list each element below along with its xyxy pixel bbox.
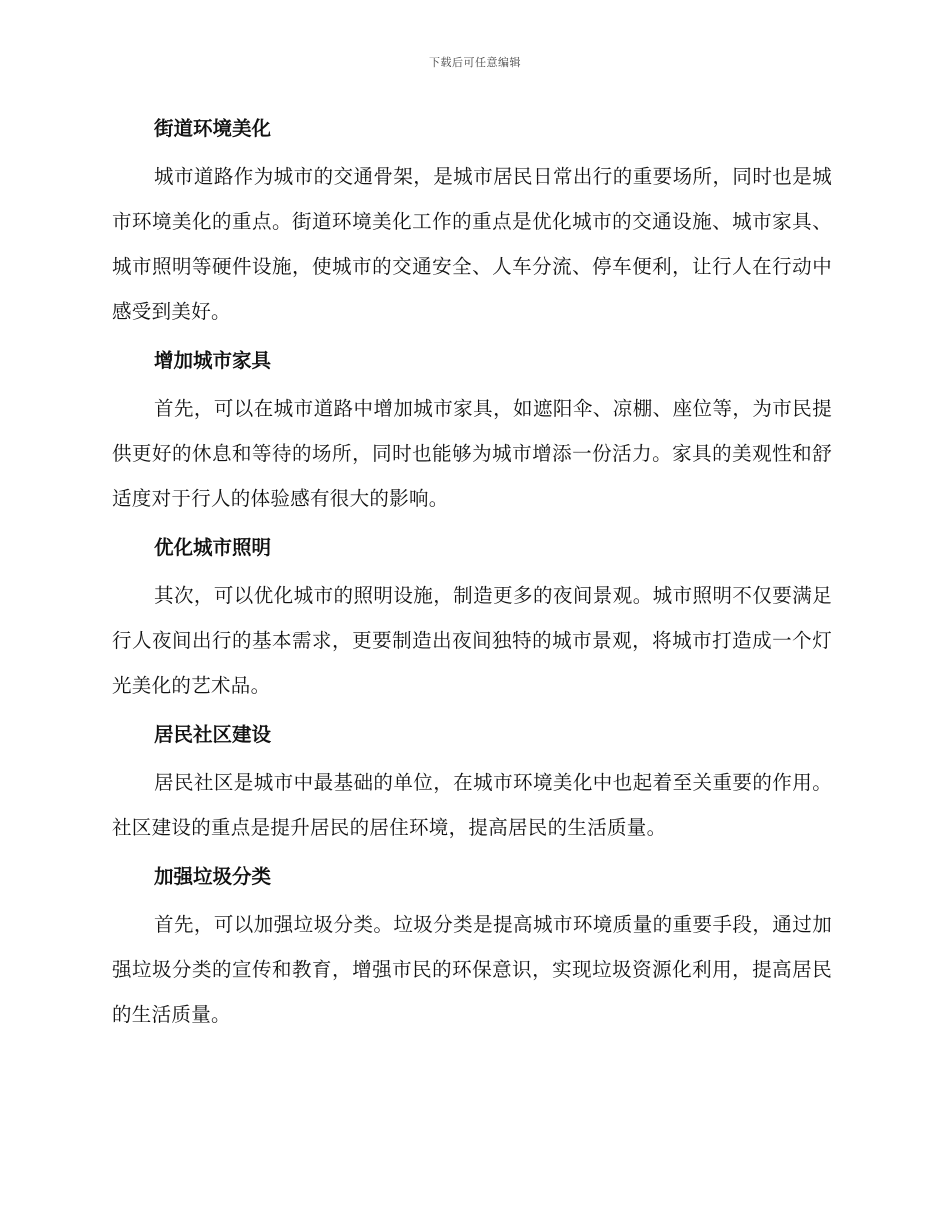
section-paragraph: 城市道路作为城市的交通骨架，是城市居民日常出行的重要场所，同时也是城市环境美化的重点。街道环境美化工作的重点是优化城市的交通设施、城市家具、城市照明等硬件设施，使城市的交通安全、人车分流、停车便利，让行人在行动中感受到美好。 [112, 165, 832, 323]
section-heading: 街道环境美化 [154, 117, 272, 140]
section-city-furniture [112, 342, 832, 521]
section-paragraph: 居民社区是城市中最基础的单位，在城市环境美化中也起着至关重要的作用。社区建设的重点是提升居民的居住环境，提高居民的生活质量。 [112, 771, 832, 839]
section-heading: 居民社区建设 [154, 723, 272, 746]
section-heading: 加强垃圾分类 [154, 865, 272, 888]
section-heading: 增加城市家具 [154, 349, 272, 372]
section-city-lighting [112, 529, 832, 708]
section-community-building [112, 716, 832, 850]
section-heading: 优化城市照明 [154, 536, 272, 559]
page-header: 下载后可任意编辑 [429, 56, 521, 69]
document-body [112, 110, 832, 1045]
section-paragraph: 首先，可以在城市道路中增加城市家具，如遮阳伞、凉棚、座位等，为市民提供更好的休息和等待的场所，同时也能够为城市增添一份活力。家具的美观性和舒适度对于行人的体验感有很大的影响。 [112, 397, 832, 510]
section-street-beautification [112, 110, 832, 334]
section-paragraph: 首先，可以加强垃圾分类。垃圾分类是提高城市环境质量的重要手段，通过加强垃圾分类的宣传和教育，增强市民的环保意识，实现垃圾资源化利用，提高居民的生活质量。 [112, 913, 832, 1026]
section-waste-sorting [112, 858, 832, 1037]
section-paragraph: 其次，可以优化城市的照明设施，制造更多的夜间景观。城市照明不仅要满足行人夜间出行的基本需求，更要制造出夜间独特的城市景观，将城市打造成一个灯光美化的艺术品。 [112, 584, 832, 697]
